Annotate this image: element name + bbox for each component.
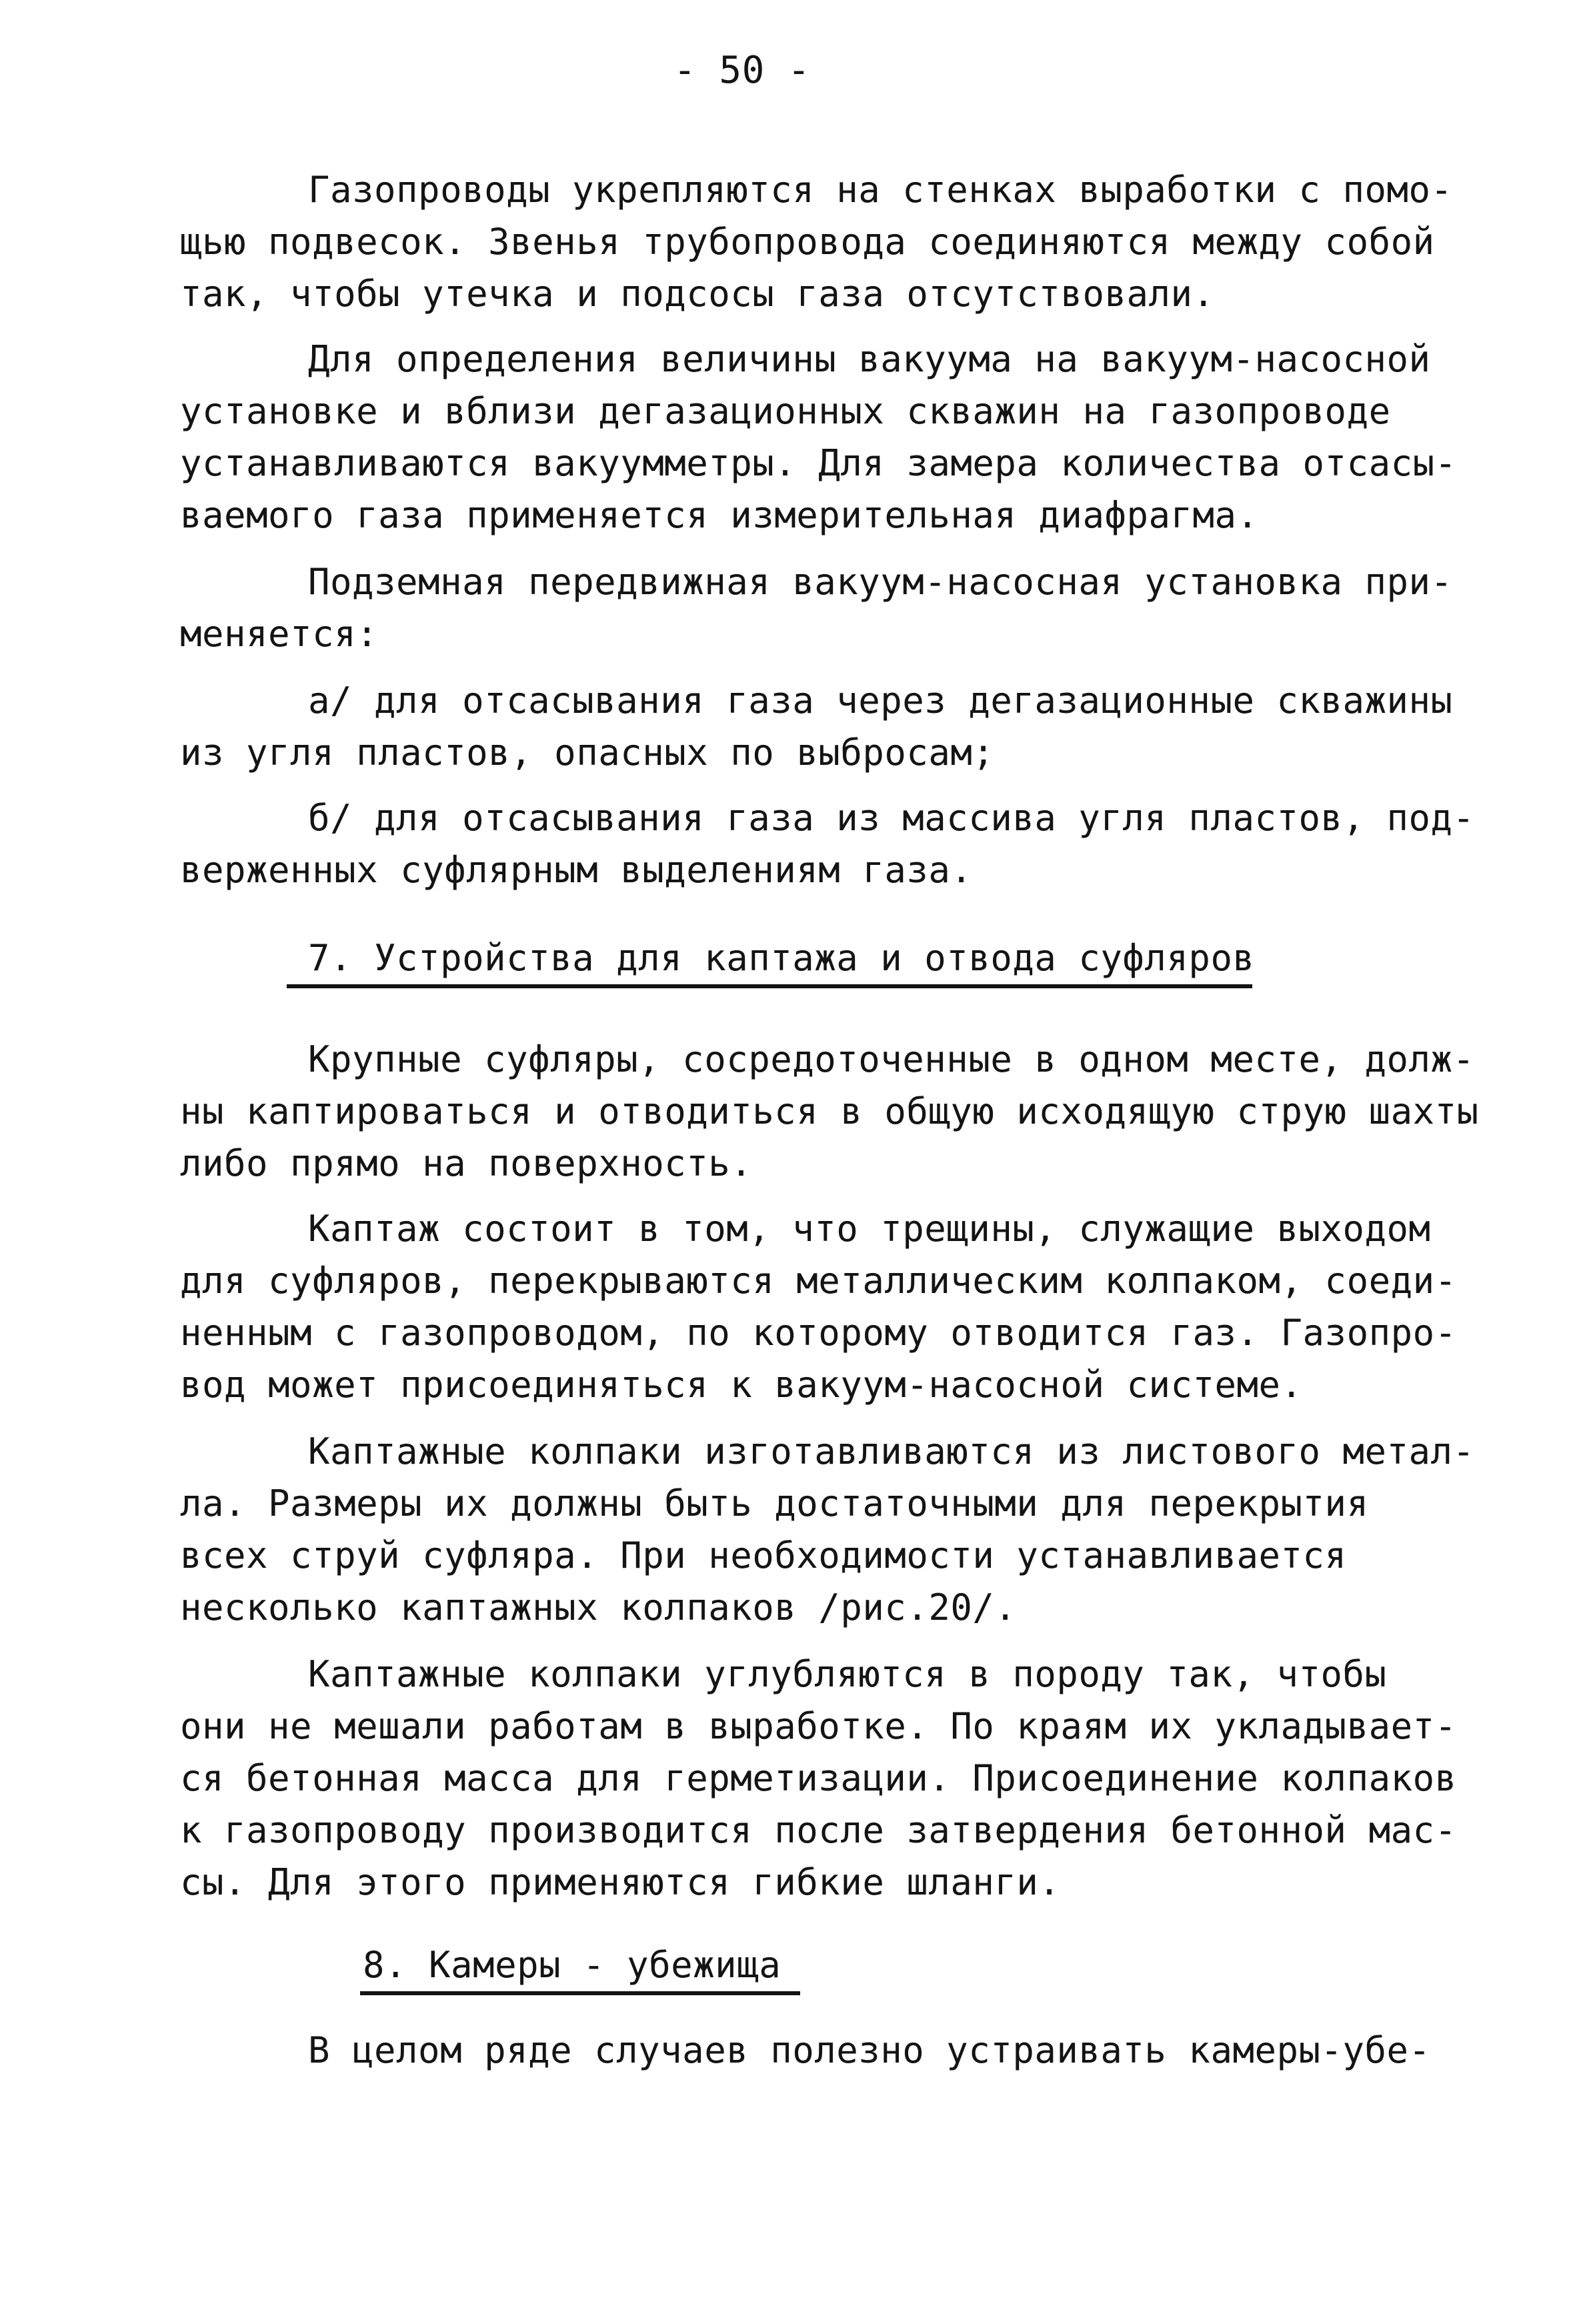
- section-heading-7-underline: [287, 984, 1252, 988]
- paragraph-7-line-1: Каптаж состоит в том, что трещины, служащие выходом: [308, 1208, 1431, 1250]
- section-heading-8: 8. Камеры - убежища: [363, 1944, 781, 1986]
- paragraph-8-line-4: несколько каптажных колпаков /рис.20/.: [180, 1586, 1017, 1628]
- paragraph-7-line-3: ненным с газопроводом, по которому отводится газ. Газопро-: [180, 1312, 1457, 1354]
- paragraph-9-line-3: ся бетонная масса для герметизации. Присоединение колпаков: [180, 1757, 1457, 1799]
- paragraph-7-line-4: вод может присоединяться к вакуум-насосной системе.: [180, 1364, 1303, 1406]
- list-item-b-line-1: б/ для отсасывания газа из массива угля пластов, под-: [308, 797, 1475, 839]
- paragraph-1-line-2: щью подвесок. Звенья трубопровода соединяются между собой: [180, 221, 1435, 263]
- paragraph-9-line-1: Каптажные колпаки углубляются в породу так, чтобы: [308, 1653, 1387, 1695]
- list-item-b-line-2: верженных суфлярным выделениям газа.: [180, 849, 973, 891]
- paragraph-1-line-3: так, чтобы утечка и подсосы газа отсутствовали.: [180, 273, 1215, 315]
- paragraph-8-line-1: Каптажные колпаки изготавливаются из листового метал-: [308, 1430, 1475, 1472]
- paragraph-6-line-1: Крупные суфляры, сосредоточенные в одном месте, долж-: [308, 1038, 1475, 1080]
- paragraph-8-line-2: ла. Размеры их должны быть достаточными для перекрытия: [180, 1482, 1369, 1524]
- paragraph-2-line-2: установке и вблизи дегазационных скважин на газопроводе: [180, 390, 1391, 432]
- paragraph-2-line-3: устанавливаются вакуумметры. Для замера количества отсасы-: [180, 442, 1457, 484]
- paragraph-9-line-2: они не мешали работам в выработке. По краям их укладывает-: [180, 1705, 1457, 1747]
- paragraph-6-line-2: ны каптироваться и отводиться в общую исходящую струю шахты: [180, 1090, 1479, 1132]
- section-heading-7: 7. Устройства для каптажа и отвода суфляров: [308, 937, 1255, 979]
- paragraph-10-line-1: В целом ряде случаев полезно устраивать камеры-убе-: [308, 2029, 1431, 2071]
- paragraph-9-line-4: к газопроводу производится после затвердения бетонной мас-: [180, 1809, 1457, 1851]
- paragraph-3-line-2: меняется:: [180, 613, 379, 655]
- paragraph-6-line-3: либо прямо на поверхность.: [180, 1142, 753, 1184]
- list-item-a-line-2: из угля пластов, опасных по выбросам;: [180, 732, 995, 774]
- paragraph-1-line-1: Газопроводы укрепляются на стенках выработки с помо-: [308, 169, 1453, 211]
- paragraph-8-line-3: всех струй суфляра. При необходимости устанавливается: [180, 1534, 1347, 1576]
- paragraph-2-line-4: ваемого газа применяется измерительная диафрагма.: [180, 494, 1259, 536]
- paragraph-7-line-2: для суфляров, перекрываются металлическим колпаком, соеди-: [180, 1260, 1457, 1302]
- paragraph-3-line-1: Подземная передвижная вакуум-насосная установка при-: [308, 561, 1453, 603]
- section-heading-8-underline: [360, 1991, 800, 1995]
- paragraph-2-line-1: Для определения величины вакуума на вакуум-насосной: [308, 338, 1431, 380]
- page-number: - 50 -: [673, 49, 811, 92]
- list-item-a-line-1: а/ для отсасывания газа через дегазационные скважины: [308, 680, 1453, 722]
- paragraph-9-line-5: сы. Для этого применяются гибкие шланги.: [180, 1861, 1061, 1903]
